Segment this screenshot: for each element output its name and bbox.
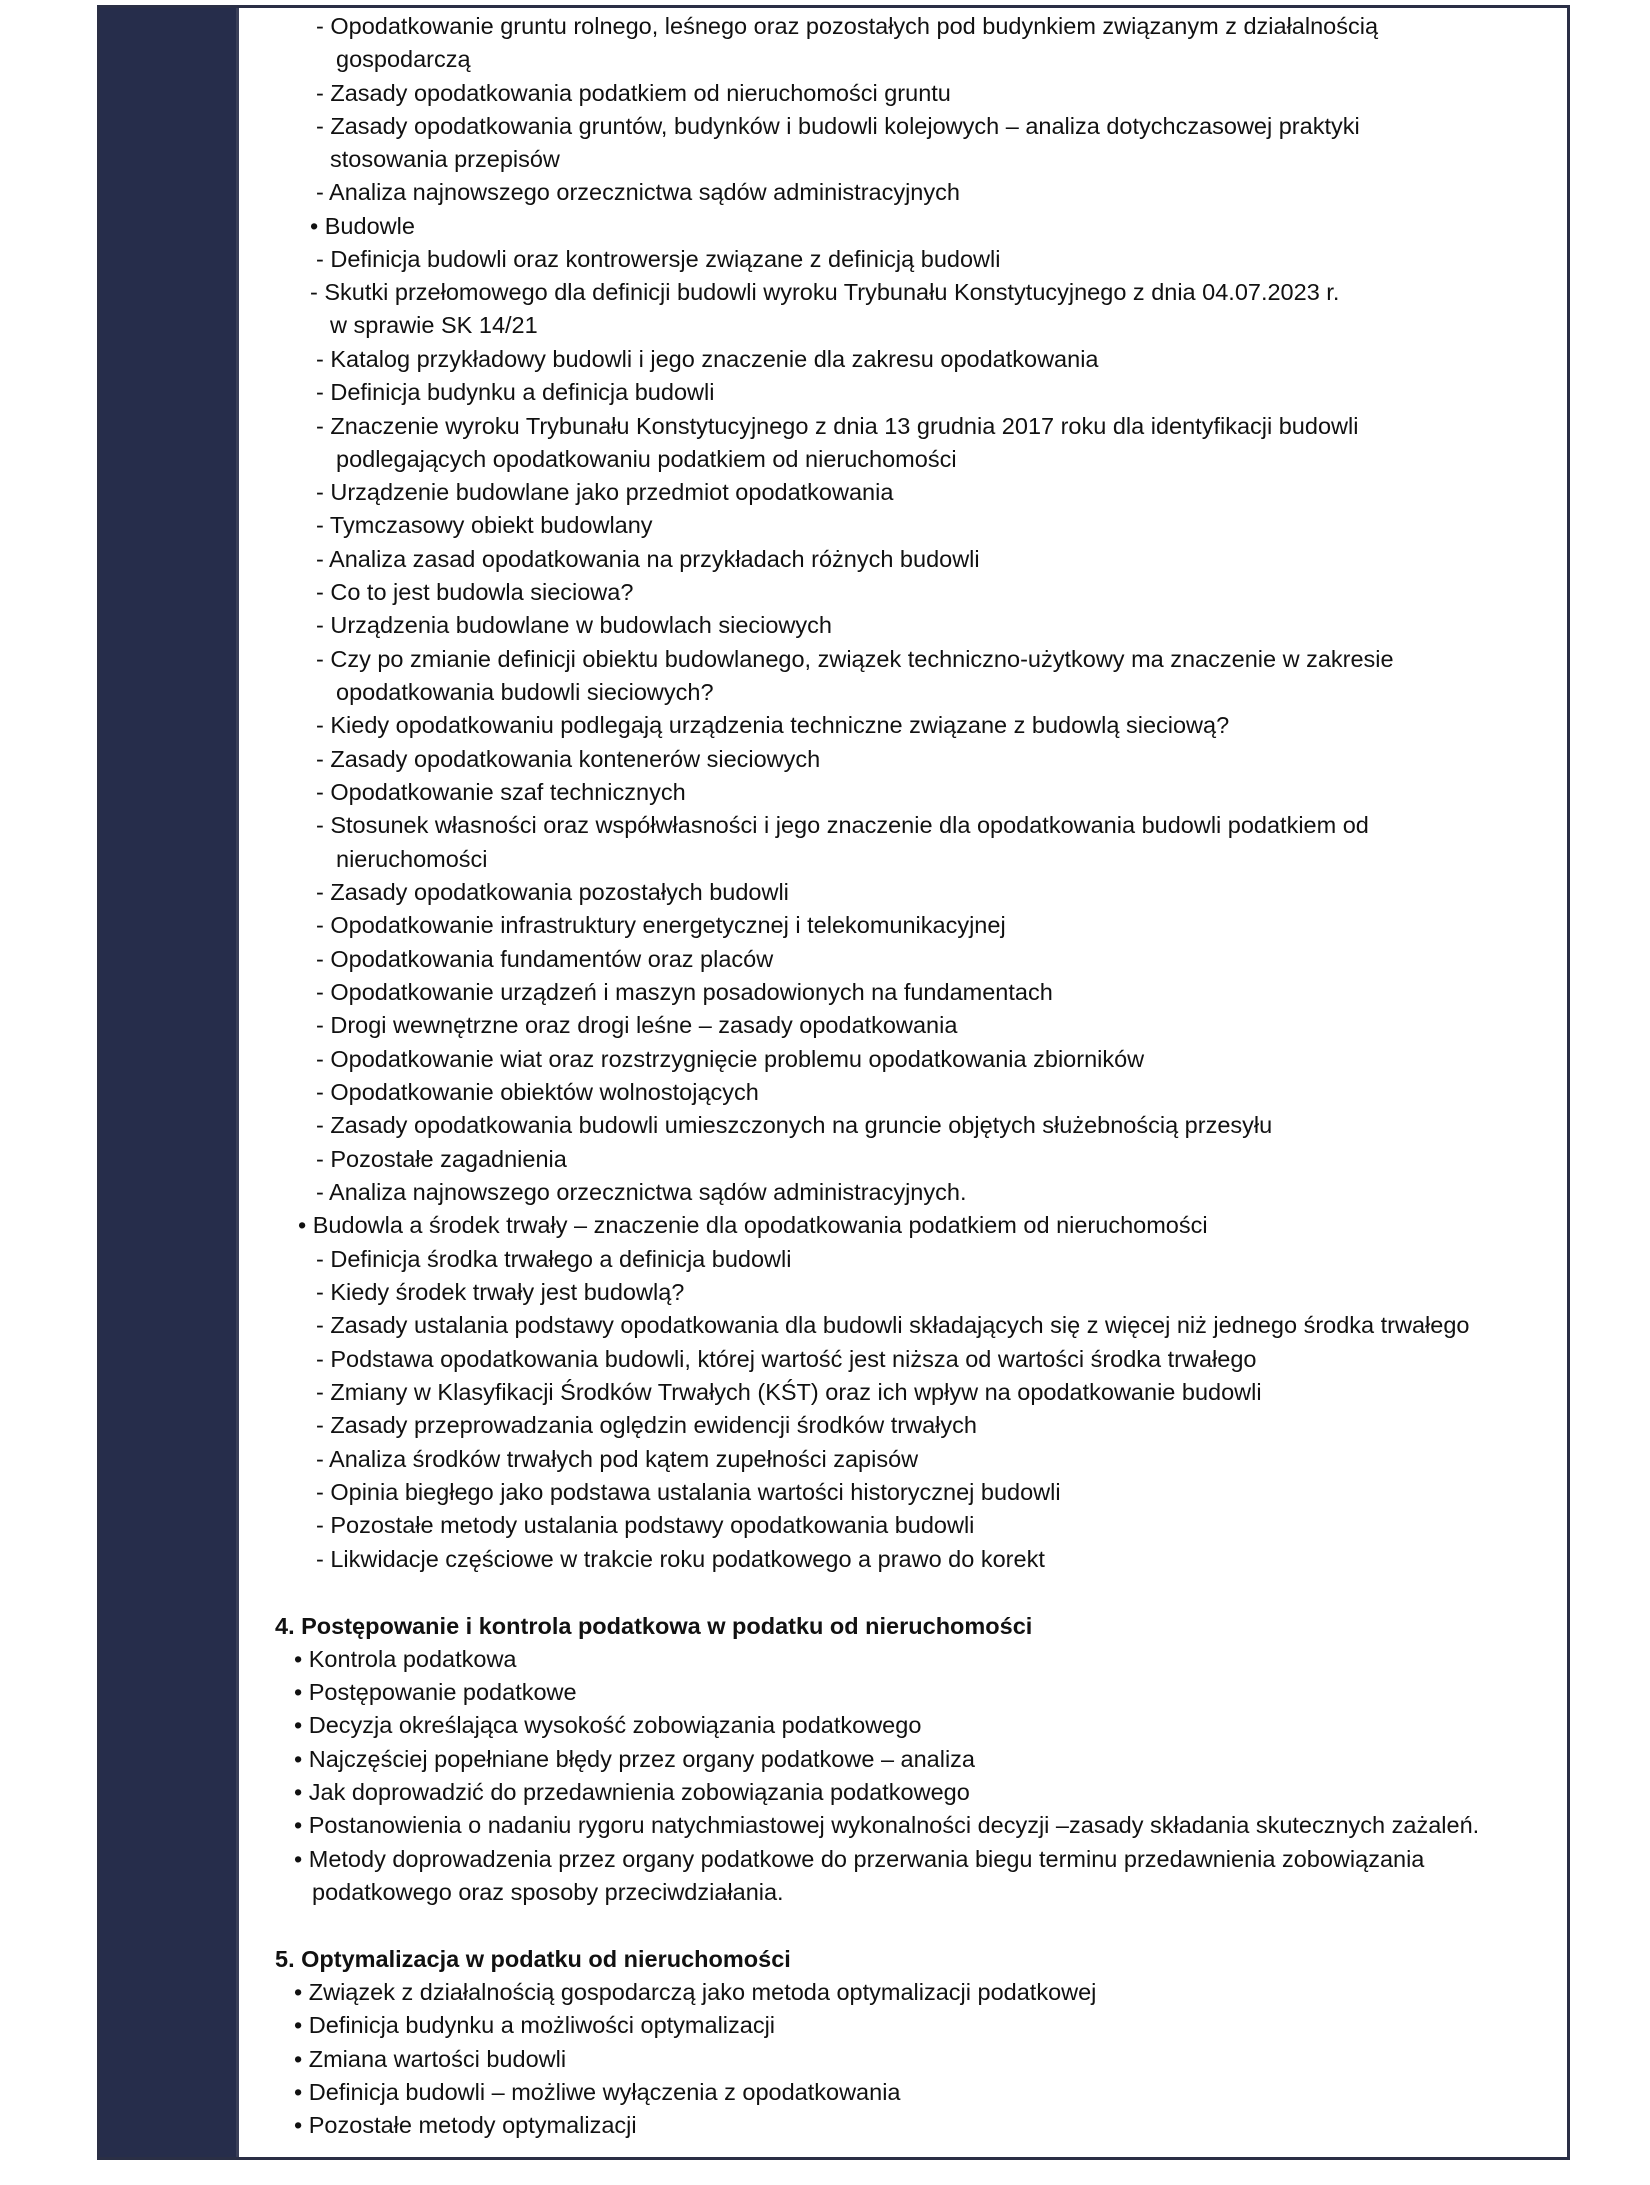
list-item: - Opinia biegłego jako podstawa ustalania wartości historycznej budowli [316,1479,1061,1505]
list-item: nieruchomości [336,846,488,872]
list-item: w sprawie SK 14/21 [330,312,538,338]
list-item: - Zasady opodatkowania gruntów, budynków i budowli kolejowych – analiza dotychczasowej praktyki [316,113,1360,139]
list-item: - Czy po zmianie definicji obiektu budowlanego, związek techniczno-użytkowy ma znaczenie w zakresie [316,646,1394,672]
list-item: - Drogi wewnętrzne oraz drogi leśne – zasady opodatkowania [316,1012,958,1038]
list-item: - Opodatkowanie obiektów wolnostojących [316,1079,759,1105]
list-item: - Kiedy środek trwały jest budowlą? [316,1279,685,1305]
list-item: - Zmiany w Klasyfikacji Środków Trwałych (KŚT) oraz ich wpływ na opodatkowanie budowli [316,1379,1262,1405]
list-item: - Zasady opodatkowania kontenerów sieciowych [316,746,821,772]
list-item: - Pozostałe metody ustalania podstawy opodatkowania budowli [316,1512,975,1538]
list-item: - Skutki przełomowego dla definicji budowli wyroku Trybunału Konstytucyjnego z dnia 04.07.2023 r. [310,279,1340,305]
list-item: - Stosunek własności oraz współwłasności i jego znaczenie dla opodatkowania budowli podatkiem od [316,812,1369,838]
list-item: - Pozostałe zagadnienia [316,1146,567,1172]
list-item: • Kontrola podatkowa [294,1646,517,1672]
list-item: - Analiza środków trwałych pod kątem zupełności zapisów [316,1446,919,1472]
list-item: - Definicja budynku a definicja budowli [316,379,715,405]
list-item: - Definicja środka trwałego a definicja budowli [316,1246,792,1272]
list-item: - Definicja budowli oraz kontrowersje związane z definicją budowli [316,246,1001,272]
list-item: - Opodatkowania fundamentów oraz placów [316,946,774,972]
list-item: - Analiza zasad opodatkowania na przykładach różnych budowli [316,546,980,572]
list-item: - Zasady opodatkowania budowli umieszczonych na gruncie objętych służebnością przesyłu [316,1112,1273,1138]
list-item: - Opodatkowanie szaf technicznych [316,779,686,805]
list-item: • Definicja budynku a możliwości optymalizacji [294,2012,776,2038]
list-item: - Urządzenia budowlane w budowlach sieciowych [316,612,832,638]
list-item: - Analiza najnowszego orzecznictwa sądów administracyjnych. [316,1179,967,1205]
list-item: - Podstawa opodatkowania budowli, której wartość jest niższa od wartości środka trwałego [316,1346,1257,1372]
list-item: - Znaczenie wyroku Trybunału Konstytucyjnego z dnia 13 grudnia 2017 roku dla identyfikacji budowli [316,413,1359,439]
list-item: - Analiza najnowszego orzecznictwa sądów administracyjnych [316,179,960,205]
list-item: • Postanowienia o nadaniu rygoru natychmiastowej wykonalności decyzji –zasady składania skutecznych zażaleń. [294,1812,1480,1838]
sidebar-divider [236,8,239,2157]
list-item: • Zmiana wartości budowli [294,2046,567,2072]
list-item: • Budowle [310,213,415,239]
list-item: - Urządzenie budowlane jako przedmiot opodatkowania [316,479,894,505]
list-item: • Decyzja określająca wysokość zobowiązania podatkowego [294,1712,922,1738]
list-item: - Tymczasowy obiekt budowlany [316,512,653,538]
section-heading: 5. Optymalizacja w podatku od nieruchomości [275,1946,791,1972]
list-item: - Zasady opodatkowania pozostałych budowli [316,879,789,905]
list-item: - Zasady opodatkowania podatkiem od nieruchomości gruntu [316,80,951,106]
list-item: podatkowego oraz sposoby przeciwdziałania. [312,1879,784,1905]
list-item: • Związek z działalnością gospodarczą jako metoda optymalizacji podatkowej [294,1979,1097,2005]
list-item: gospodarczą [336,46,471,72]
list-item: opodatkowania budowli sieciowych? [336,679,714,705]
list-item: - Opodatkowanie infrastruktury energetycznej i telekomunikacyjnej [316,912,1006,938]
list-item: - Zasady przeprowadzania oględzin ewidencji środków trwałych [316,1412,977,1438]
list-item: - Co to jest budowla sieciowa? [316,579,634,605]
list-item: stosowania przepisów [330,146,560,172]
list-item: - Likwidacje częściowe w trakcie roku podatkowego a prawo do korekt [316,1546,1045,1572]
list-item: • Pozostałe metody optymalizacji [294,2112,637,2138]
list-item: • Definicja budowli – możliwe wyłączenia z opodatkowania [294,2079,901,2105]
list-item: - Katalog przykładowy budowli i jego znaczenie dla zakresu opodatkowania [316,346,1099,372]
list-item: podlegających opodatkowaniu podatkiem od nieruchomości [336,446,957,472]
list-item: - Kiedy opodatkowaniu podlegają urządzenia techniczne związane z budowlą sieciową? [316,712,1230,738]
list-item: - Opodatkowanie urządzeń i maszyn posadowionych na fundamentach [316,979,1053,1005]
list-item: - Zasady ustalania podstawy opodatkowania dla budowli składających się z więcej niż jednego środka trwałego [316,1312,1470,1338]
sidebar-decoration [100,8,236,2157]
section-heading: 4. Postępowanie i kontrola podatkowa w podatku od nieruchomości [275,1613,1033,1639]
list-item: - Opodatkowanie wiat oraz rozstrzygnięcie problemu opodatkowania zbiorników [316,1046,1145,1072]
list-item: • Najczęściej popełniane błędy przez organy podatkowe – analiza [294,1746,976,1772]
list-item: - Opodatkowanie gruntu rolnego, leśnego oraz pozostałych pod budynkiem związanym z działalnością [316,13,1379,39]
list-item: • Metody doprowadzenia przez organy podatkowe do przerwania biegu terminu przedawnienia zobowiązania [294,1846,1425,1872]
list-item: • Postępowanie podatkowe [294,1679,577,1705]
list-item: • Budowla a środek trwały – znaczenie dla opodatkowania podatkiem od nieruchomości [298,1212,1208,1238]
list-item: • Jak doprowadzić do przedawnienia zobowiązania podatkowego [294,1779,970,1805]
